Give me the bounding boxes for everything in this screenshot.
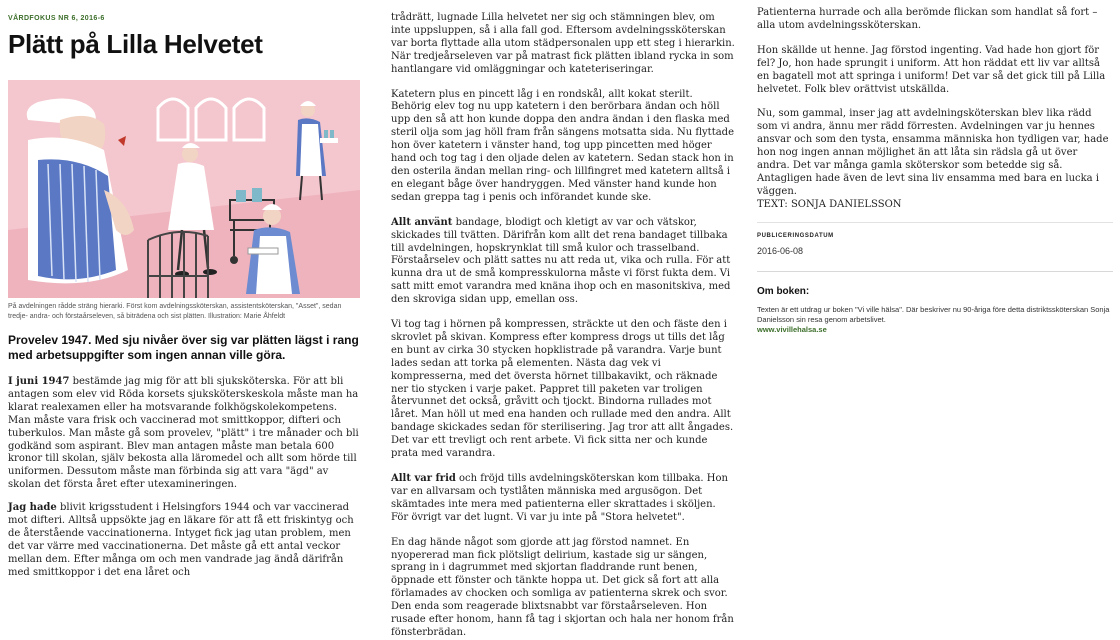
- paragraph: [8, 502, 360, 579]
- divider: [757, 222, 1113, 223]
- paragraph: [391, 217, 735, 307]
- paragraph-text: En dag hände något som gjorde att jag förstod namnet. En nyopererad man fick plötsligt delirium, kastade sig ur sängen, sprang in i dagrummet med skjortan fladdrande runt benen, öppnade ett fönster och tänkte hoppa ut. Det gick så fort att alla förlamades av chocken och somliga av patienterna skrek och svor. Den enda som reagerade blixtsnabbt var förstaårseleven. Hon rusade efter honom, hann få tag i skjortan och hala ner honom från fönsterbrädan.: [391, 536, 734, 638]
- paragraph: [8, 376, 360, 492]
- paragraph: [757, 108, 1113, 198]
- article-column-1: [8, 0, 360, 580]
- article-column-2: [391, 12, 735, 640]
- paragraph-text: blivit krigsstudent i Helsingfors 1944 och var vaccinerad mot difteri. Alltså uppsökte jag en läkare för att få ett friskintyg och de återstående vaccinationerna. Intyget fick jag utan problem, men det var värre med vaccinationerna. Det måste gå ett antal veckor mellan dem. Efter många om och men vandrade jag ändå därifrån med smittkoppor i det ena låret och: [8, 502, 354, 578]
- article-title: Plätt på Lilla Helvetet: [8, 29, 263, 59]
- paragraph-text: trådrätt, lugnade Lilla helvetet ner sig och stämningen blev, om inte uppsluppen, så i alla fall god. Eftersom avdelningssköterskan var borta flyttade alla utom städpersonalen upp ett steg i hierarkin. När tredjeårseleven var på matrast fick plätten ibland rycka in som hantlangare vid omläggningar och kateteriseringar.: [391, 12, 735, 75]
- paragraph: [391, 537, 735, 640]
- published-date: 2016-06-08: [757, 245, 804, 256]
- illustration-caption: På avdelningen rådde sträng hierarki. Först kom avdelningssköterskan, assistentsköterskan, "Asset", sedan tredje- andra- och förstaårseleven, så biträdena och sist plätten. Illustration: Marie Åhfeldt: [8, 303, 342, 320]
- about-book-text: [757, 305, 1113, 335]
- paragraph-text: Katetern plus en pincett låg i en rondskål, allt kokat sterilt. Behörig elev tog nu upp katetern i den berörbara ändan och höll upp den så att hon kunde doppa den andra ändan i den flaska med steril olja som jag höll fram från sängens motsatta sida. Nu flyttade hon över katetern i vänster hand, tog upp pincetten med höger hand och tog tag i den oljade delen av katetern. Sedan stack hon in den osterila ändan mellan ring- och lillfingret med katetern alltså i en elegant båge över handryggen. Med vänster hand kunde hon sedan greppa tag i penis och införandet kunde ske.: [391, 88, 734, 203]
- paragraph-text: bestämde jag mig för att bli sjuksköterska. För att bli antagen som elev vid Röda korsets sjuksköterskeskola måste man ha klarat realexamen eller ha motsvarande folkhögskolekompetens. Man måste vara frisk och vaccinerad mot smittkoppor, difteri och tuberkulos. Man måste gå som provelev, "plätt" i tre månader och bli godkänd som aspirant. Blev man antagen måste man betala 600 kronor till skolan, själv bekosta alla läromedel och allt som hörde till uniformen. Dessutom måste man förbinda sig att vara "ägd" av skolan det första året efter utexamineringen.: [8, 376, 359, 491]
- paragraph: [757, 45, 1113, 97]
- paragraph: [391, 89, 735, 205]
- paragraph: [391, 473, 735, 525]
- byline-text: TEXT: SONJA DANIELSSON: [757, 198, 902, 210]
- paragraph-text: Vi tog tag i hörnen på kompressen, sträckte ut den och fäste den i skrovlet på skivan. Kompress efter kompress drogs ut tills det låg en bunt av cirka 30 stycken hopklistrade på varandra. Varje bunt lades sedan att torka på elementen. Nästa dag vek vi kompresserna, med det översta hörnet tillbakavikt, och räknade ner tio stycken i varje paket. Pappret till paketen var troligen återvunnet det också, gråvitt och tjockt. Bindorna rullades mot låret. Man höll ut med ena handen och rullade med den andra. Allt bandage skickades sedan för sterilisering. Jag tror att allt ångades. Det var ett trevligt och rent arbete. Vi fick sitta ner och kunde prata med varandra.: [391, 319, 734, 460]
- article-column-3: [757, 7, 1113, 335]
- article-byline: [757, 199, 1113, 212]
- paragraph-text: Hon skällde ut henne. Jag förstod ingenting. Vad hade hon gjort för fel? Jo, hon hade sprungit i uniform. Att hon räddat ett liv var alltså en bagatell mot att springa i uniform! Det var så det gick till på Lilla helvetet. Folk blev orättvist utskällda.: [757, 44, 1106, 95]
- paragraph: [391, 319, 735, 461]
- book-website-link[interactable]: www.vivillehalsa.se: [757, 324, 827, 334]
- paragraph-text: Nu, som gammal, inser jag att avdelningsköterskan blev lika rädd som vi andra, ännu mer rädd förresten. Avdelningen var ju hennes ansvar och som den tysta, ensamma människa hon tydligen var, hade hon nog ingen annan möjlighet än att låta sin rädsla gå ut över andra. Det var många gamla sköterskor som betedde sig så. Antagligen hade även de levt sina liv ensamma med bara en lucka i väggen.: [757, 108, 1109, 197]
- paragraph-text: bandage, blodigt och kletigt av var och vätskor, skickades till tvätten. Därifrån kom allt det rena bandaget tillbaka till avdelningen, hopskrynklat till små kulor och trasselband. Förstaårselev och plätt sattes nu att reda ut, vika och rulla. För att kunna dra ut de små kompresskulorna måste vi först fukta dem. Vi satt mitt emot varandra med knäna ihop och en masonitskiva, med den skroviga sidan upp, emellan oss.: [391, 216, 731, 306]
- paragraph-lead-in: Allt använt: [391, 216, 453, 228]
- paragraph-lead-in: I juni 1947: [8, 376, 70, 387]
- divider: [757, 271, 1113, 272]
- paragraph-text: och fröjd tills avdelningsköterskan kom tillbaka. Hon var en allvarsam och tystlåten människa med argusögon. Det skämtades inte mera med patienterna eller skrattades i sköljen. För övrigt var det lugnt. Vi var ju inte på "Stora helvetet".: [391, 473, 728, 523]
- paragraph-lead-in: Allt var frid: [391, 473, 456, 484]
- published-label: PUBLICERINGSDATUM: [757, 232, 834, 239]
- paragraph-lead-in: Jag hade: [8, 502, 57, 514]
- about-book-title: Om boken:: [757, 285, 810, 297]
- paragraph: [757, 7, 1113, 33]
- paragraph: [391, 12, 735, 77]
- about-book-description: Texten är ett utdrag ur boken "Vi ville hälsa". Där beskriver nu 90-åriga före detta distriktssköterskan Sonja Danielsson sin resa genom arbetslivet.: [757, 304, 1110, 324]
- paragraph-text: Patienterna hurrade och alla berömde flickan som handlat så fort – alla utom avdelningssköterskan.: [757, 7, 1098, 31]
- article-illustration: [8, 80, 360, 298]
- article-lead: Provelev 1947. Med sju nivåer över sig var plätten lägst i rang med arbetsuppgifter som ingen annan ville göra.: [8, 333, 359, 362]
- issue-kicker: VÅRDFOKUS NR 6, 2016-6: [8, 15, 105, 22]
